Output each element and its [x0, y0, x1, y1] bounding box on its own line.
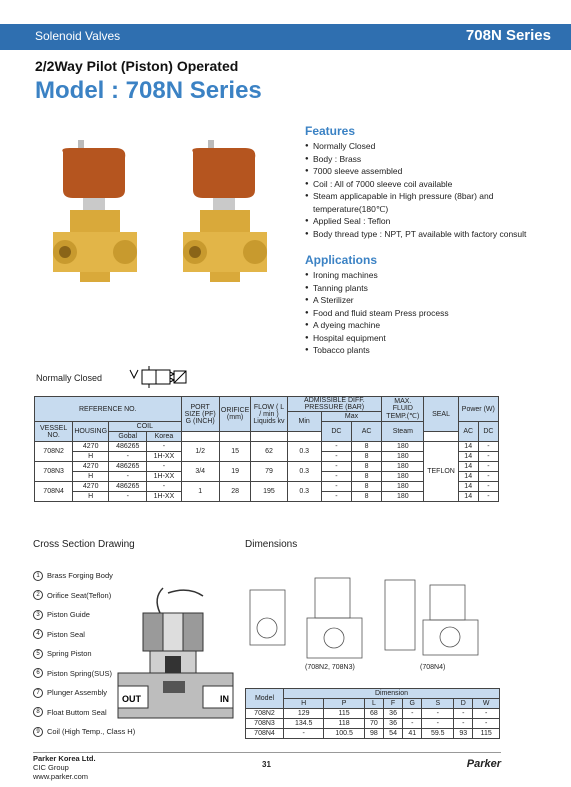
th-vessel: VESSEL NO.	[35, 422, 73, 442]
valve-photo-right	[175, 140, 275, 290]
part-item: 4 Piston Seal	[33, 625, 135, 645]
feature-item: ● Coil : All of 7000 sleeve coil available	[305, 178, 555, 191]
th-port: PORT SIZE (PF) G (INCH)	[181, 397, 219, 432]
dimensions-drawing	[245, 560, 500, 685]
feature-item: ● Normally Closed	[305, 140, 555, 153]
th-steam: Steam	[382, 422, 424, 442]
seal-value: TEFLON	[424, 442, 458, 502]
footer-divider	[33, 752, 501, 753]
th-pressure: ADMISSIBLE DIFF. PRESSURE (BAR)	[287, 397, 382, 412]
th-min: Min	[287, 412, 321, 432]
table-row: 708N4 4270 486265 - 1 28 195 0.3 - 8 180 14 -	[35, 482, 499, 492]
valve-symbol-icon	[128, 364, 188, 388]
spec-table	[34, 396, 499, 502]
feature-item: ● Body : Brass	[305, 153, 555, 166]
th-korea: Korea	[147, 432, 181, 442]
application-item: ● A dyeing machine	[305, 319, 555, 332]
cross-section-title: Cross Section Drawing	[33, 539, 135, 550]
subtitle: 2/2Way Pilot (Piston) Operated	[35, 58, 239, 74]
company-name: Parker Korea Ltd.	[33, 754, 96, 763]
cross-section-drawing	[108, 568, 248, 738]
th-seal: SEAL	[424, 397, 458, 432]
table-row: 708N2 4270 486265 - 1/2 15 62 0.3 - 8 180 TEFLON 14 -	[35, 442, 499, 452]
feature-item: ● 7000 sleeve assembled	[305, 165, 555, 178]
dim-caption-left: (708N2, 708N3)	[305, 664, 355, 671]
th-power-ac: AC	[458, 422, 478, 442]
th-reference: REFERENCE NO.	[35, 397, 182, 422]
dimensions-title: Dimensions	[245, 539, 298, 550]
footer-company	[33, 754, 96, 781]
feature-item: ● Applied Seal : Teflon	[305, 215, 555, 228]
th-power: Power (W)	[458, 397, 498, 422]
dim-caption-right: (708N4)	[420, 664, 446, 671]
part-item: 8 Float Buttom Seal	[33, 703, 135, 723]
th-dimension: Dimension	[284, 689, 500, 699]
parker-logo: Parker	[466, 758, 501, 770]
normally-closed-label: Normally Closed	[36, 373, 103, 383]
in-label: IN	[220, 694, 229, 704]
table-row: H - 1H-XX - 8 180 14 -	[35, 472, 499, 482]
features-heading: Features	[305, 124, 356, 138]
part-item: 7 Plunger Assembly	[33, 683, 135, 703]
th-ac: AC	[351, 422, 381, 442]
company-group: CIC Group	[33, 763, 69, 772]
application-item: ● A Sterilizer	[305, 294, 555, 307]
model-title: Model : 708N Series	[35, 77, 262, 104]
part-item: 3 Piston Guide	[33, 605, 135, 625]
part-item: 9 Coil (High Temp., Class H)	[33, 722, 135, 742]
table-row: 708N4 - 100.5 98 54 41 59.5 93 115	[246, 729, 500, 739]
table-row: H - 1H-XX - 8 180 14 -	[35, 452, 499, 462]
application-item: ● Ironing machines	[305, 269, 555, 282]
applications-list	[305, 269, 555, 357]
table-row: 708N2 129 115 68 36 - - - -	[246, 709, 500, 719]
th-model: Model	[246, 689, 284, 709]
part-item: 5 Spring Piston	[33, 644, 135, 664]
page-number: 31	[262, 760, 271, 769]
features-list	[305, 140, 555, 240]
th-max: Max	[321, 412, 381, 422]
th-housing: HOUSING	[73, 422, 109, 442]
th-temp: MAX. FLUID TEMP.(℃)	[382, 397, 424, 422]
application-item: ● Hospital equipment	[305, 332, 555, 345]
series-label: 708N Series	[465, 27, 551, 44]
application-item: ● Food and fluid steam Press process	[305, 307, 555, 320]
th-coil: COIL	[109, 422, 181, 432]
th-dc: DC	[321, 422, 351, 442]
table-row: 708N3 134.5 118 70 36 - - - -	[246, 719, 500, 729]
feature-item: ● Body thread type : NPT, PT available with factory consult	[305, 228, 555, 241]
header-bar	[0, 24, 571, 50]
section-label: Solenoid Valves	[35, 29, 121, 43]
application-item: ● Tobacco plants	[305, 344, 555, 357]
product-photos	[45, 140, 285, 290]
th-gobal: Gobal	[109, 432, 147, 442]
valve-photo-left	[45, 140, 145, 290]
part-item: 1 Brass Forging Body	[33, 566, 135, 586]
out-label: OUT	[122, 694, 141, 704]
dimensions-table: Model Dimension H P L F G S D W 708N2 129 115 68 36 - - - - 708N3 134.5 118 70 36 - - - - 708N4 - 100.5 98 54 41 59.5 93 115	[245, 688, 500, 739]
th-flow: FLOW ( L / min ) Liquids kv	[251, 397, 287, 432]
application-item: ● Tanning plants	[305, 282, 555, 295]
th-power-dc: DC	[478, 422, 498, 442]
part-item: 2 Orifice Seat(Teflon)	[33, 586, 135, 606]
table-row: H - 1H-XX - 8 180 14 -	[35, 492, 499, 502]
th-orifice: ORIFICE (mm)	[219, 397, 251, 432]
applications-heading: Applications	[305, 253, 378, 267]
table-row: 708N3 4270 486265 - 3/4 19 79 0.3 - 8 180 14 -	[35, 462, 499, 472]
part-item: 6 Piston Spring(SUS)	[33, 664, 135, 684]
company-url[interactable]: www.parker.com	[33, 772, 89, 781]
feature-item: ● Steam applicapable in High pressure (8bar) and temperature(180℃)	[305, 190, 555, 215]
